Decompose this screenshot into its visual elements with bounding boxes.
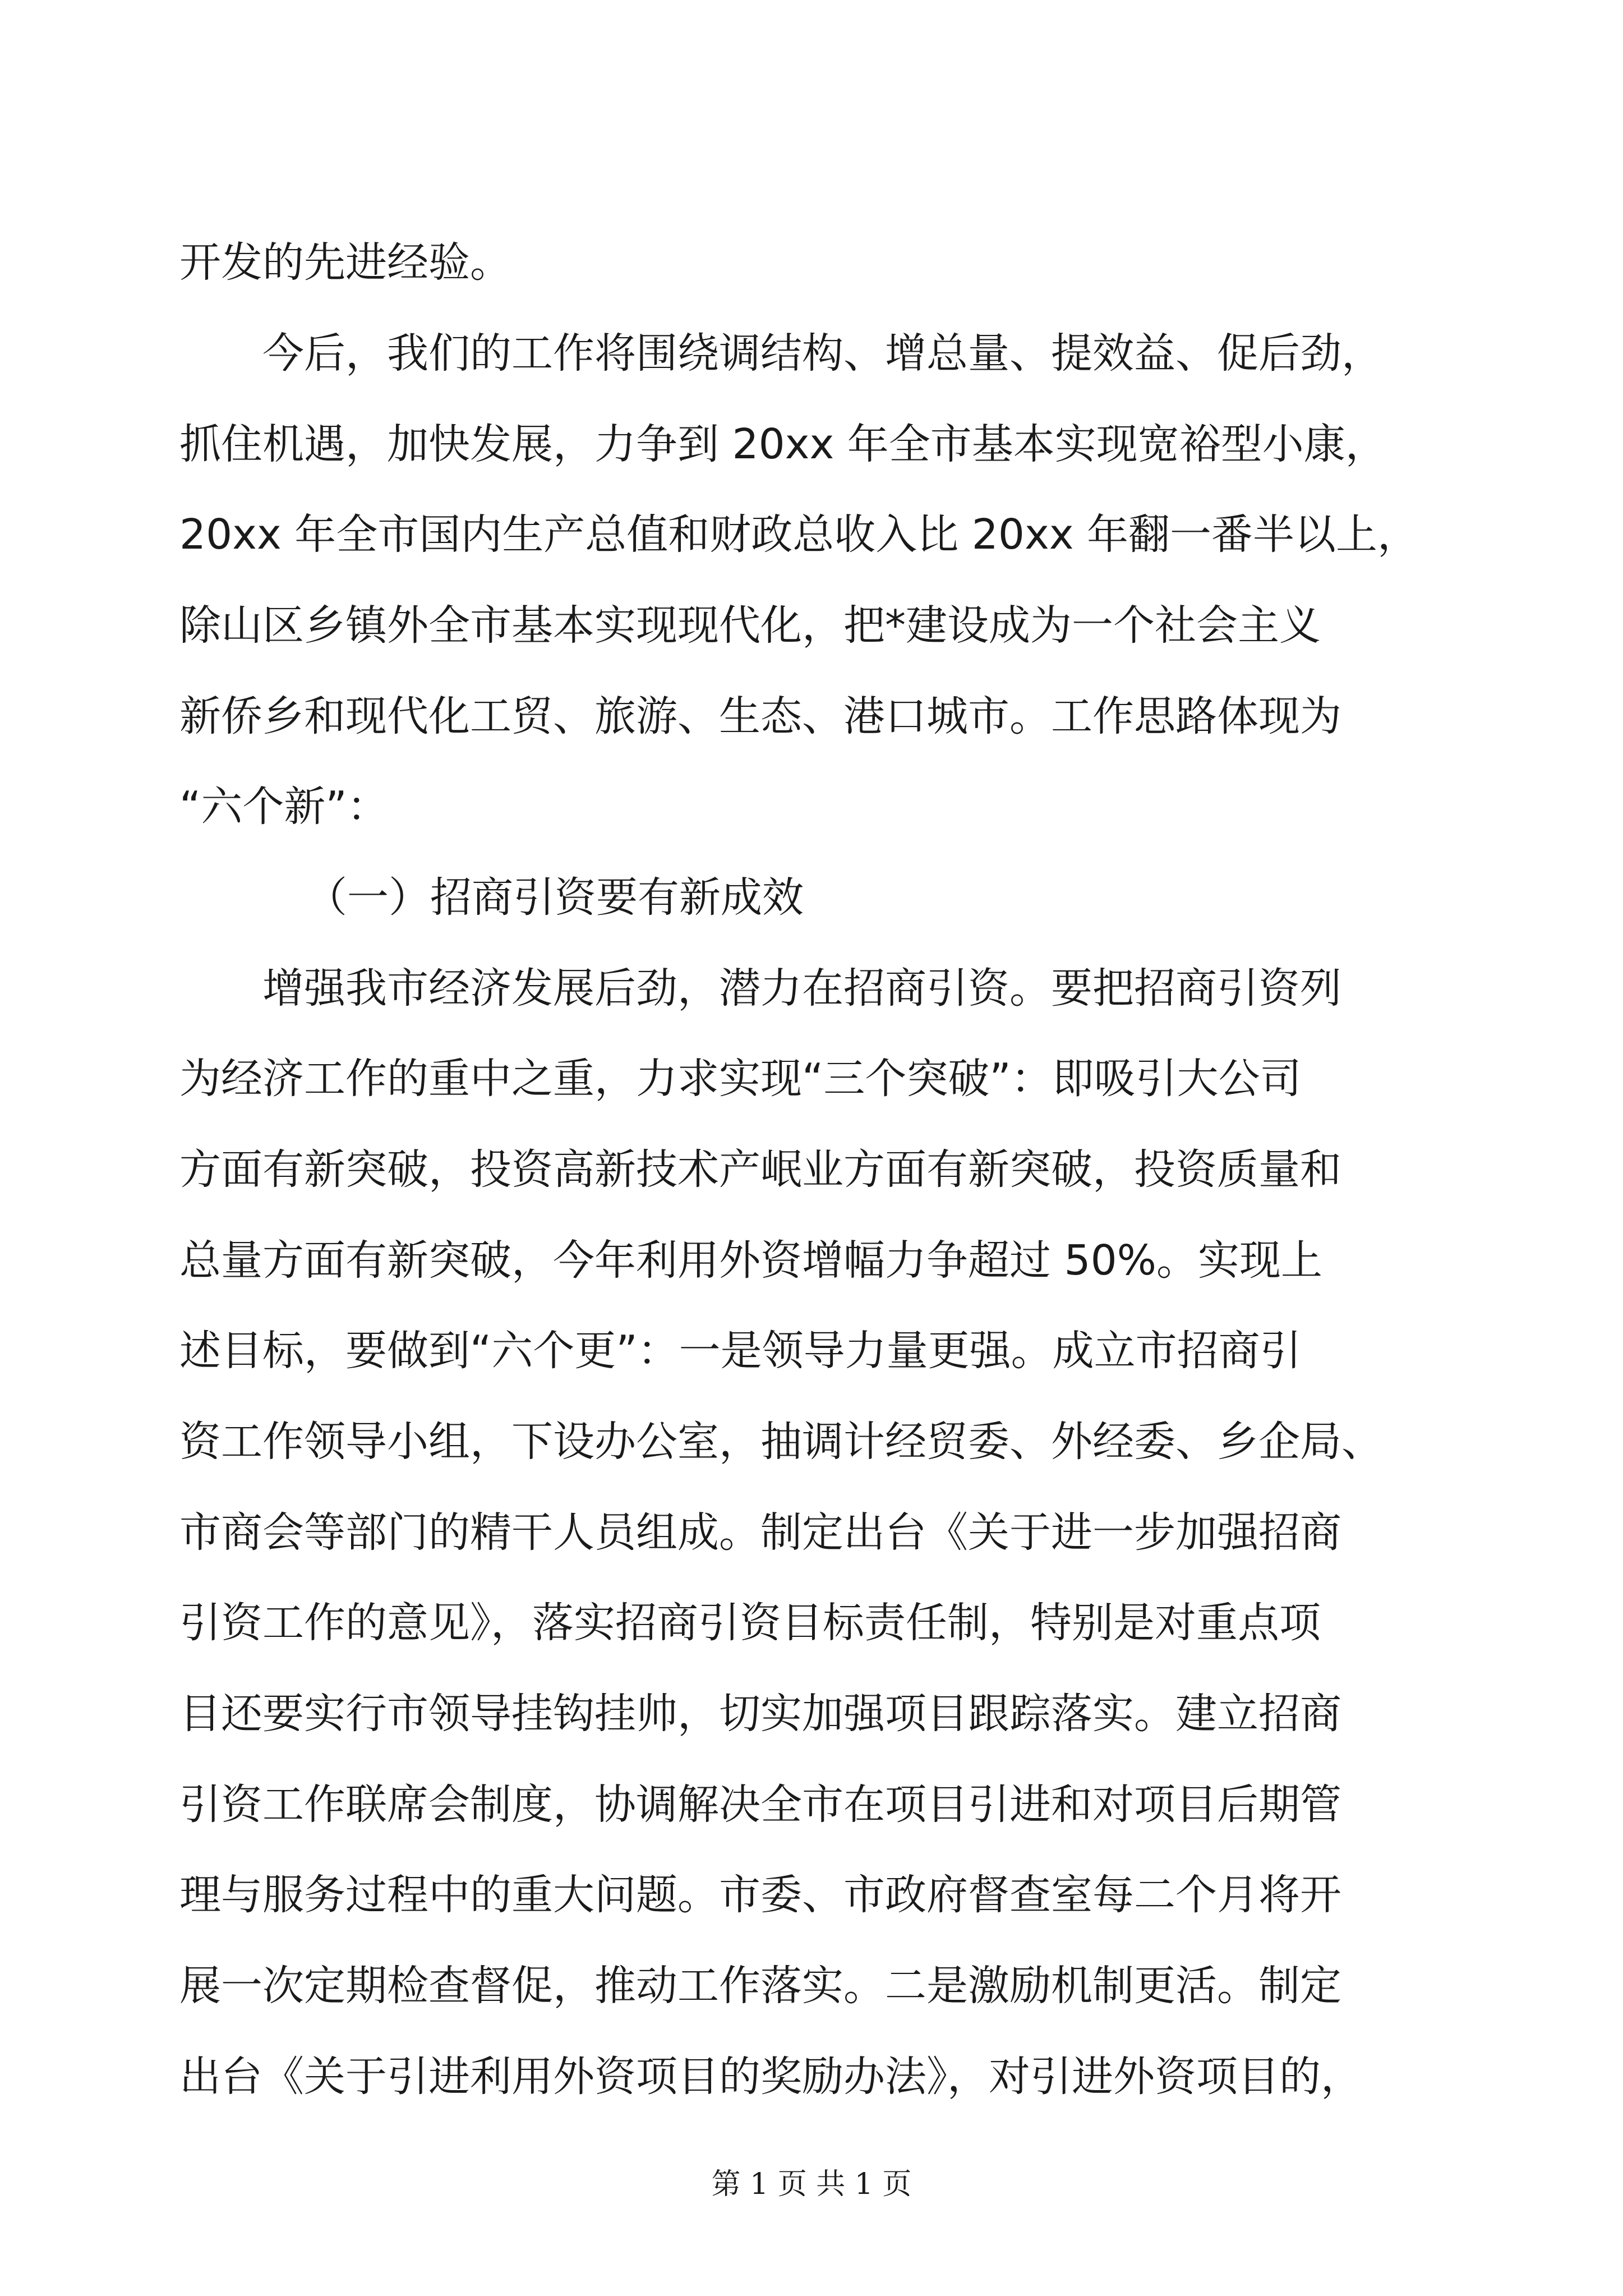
text-line: 述目标，要做到“六个更”：一是领导力量更强。成立市招商引 xyxy=(179,1327,1302,1375)
text-line: 市商会等部门的精干人员组成。制定出台《关于进一步加强招商 xyxy=(179,1508,1341,1557)
text-line: 为经济工作的重中之重，力求实现“三个突破”：即吸引大公司 xyxy=(179,1055,1302,1103)
section-heading: （一）招商引资要有新成效 xyxy=(306,873,804,922)
text-line: 出台《关于引进利用外资项目的奖励办法》，对引进外资项目的， xyxy=(179,2053,1362,2101)
text-line: 理与服务过程中的重大问题。市委、市政府督查室每二个月将开 xyxy=(179,1871,1341,1919)
text-line: 20xx 年全市国内生产总值和财政总收入比 20xx 年翻一番半以上， xyxy=(179,510,1419,559)
text-line: 新侨乡和现代化工贸、旅游、生态、港口城市。工作思路体现为 xyxy=(179,692,1341,740)
text-line: “六个新”： xyxy=(179,783,389,831)
text-line: 除山区乡镇外全市基本实现现代化，把*建设成为一个社会主义 xyxy=(179,601,1321,650)
page-footer: 第 1 页 共 1 页 xyxy=(711,2168,912,2201)
text-line: 资工作领导小组，下设办公室，抽调计经贸委、外经委、乡企局、 xyxy=(179,1418,1383,1466)
text-line: 引资工作联席会制度，协调解决全市在项目引进和对项目后期管 xyxy=(179,1780,1341,1829)
text-line: 目还要实行市领导挂钩挂帅，切实加强项目跟踪落实。建立招商 xyxy=(179,1690,1341,1738)
text-line: 抓住机遇，加快发展，力争到 20xx 年全市基本实现宽裕型小康， xyxy=(179,420,1387,468)
text-line: 引资工作的意见》，落实招商引资目标责任制，特别是对重点项 xyxy=(179,1599,1321,1647)
text-line: 增强我市经济发展后劲，潜力在招商引资。要把招商引资列 xyxy=(262,964,1341,1013)
text-line: 今后，我们的工作将围绕调结构、增总量、提效益、促后劲， xyxy=(262,329,1383,378)
text-line: 总量方面有新突破，今年利用外资增幅力争超过 50%。实现上 xyxy=(179,1236,1322,1285)
text-line: 展一次定期检查督促，推动工作落实。二是激励机制更活。制定 xyxy=(179,1962,1341,2010)
text-line: 方面有新突破，投资高新技术产岷业方面有新突破，投资质量和 xyxy=(179,1145,1341,1194)
text-line: 开发的先进经验。 xyxy=(179,238,511,287)
